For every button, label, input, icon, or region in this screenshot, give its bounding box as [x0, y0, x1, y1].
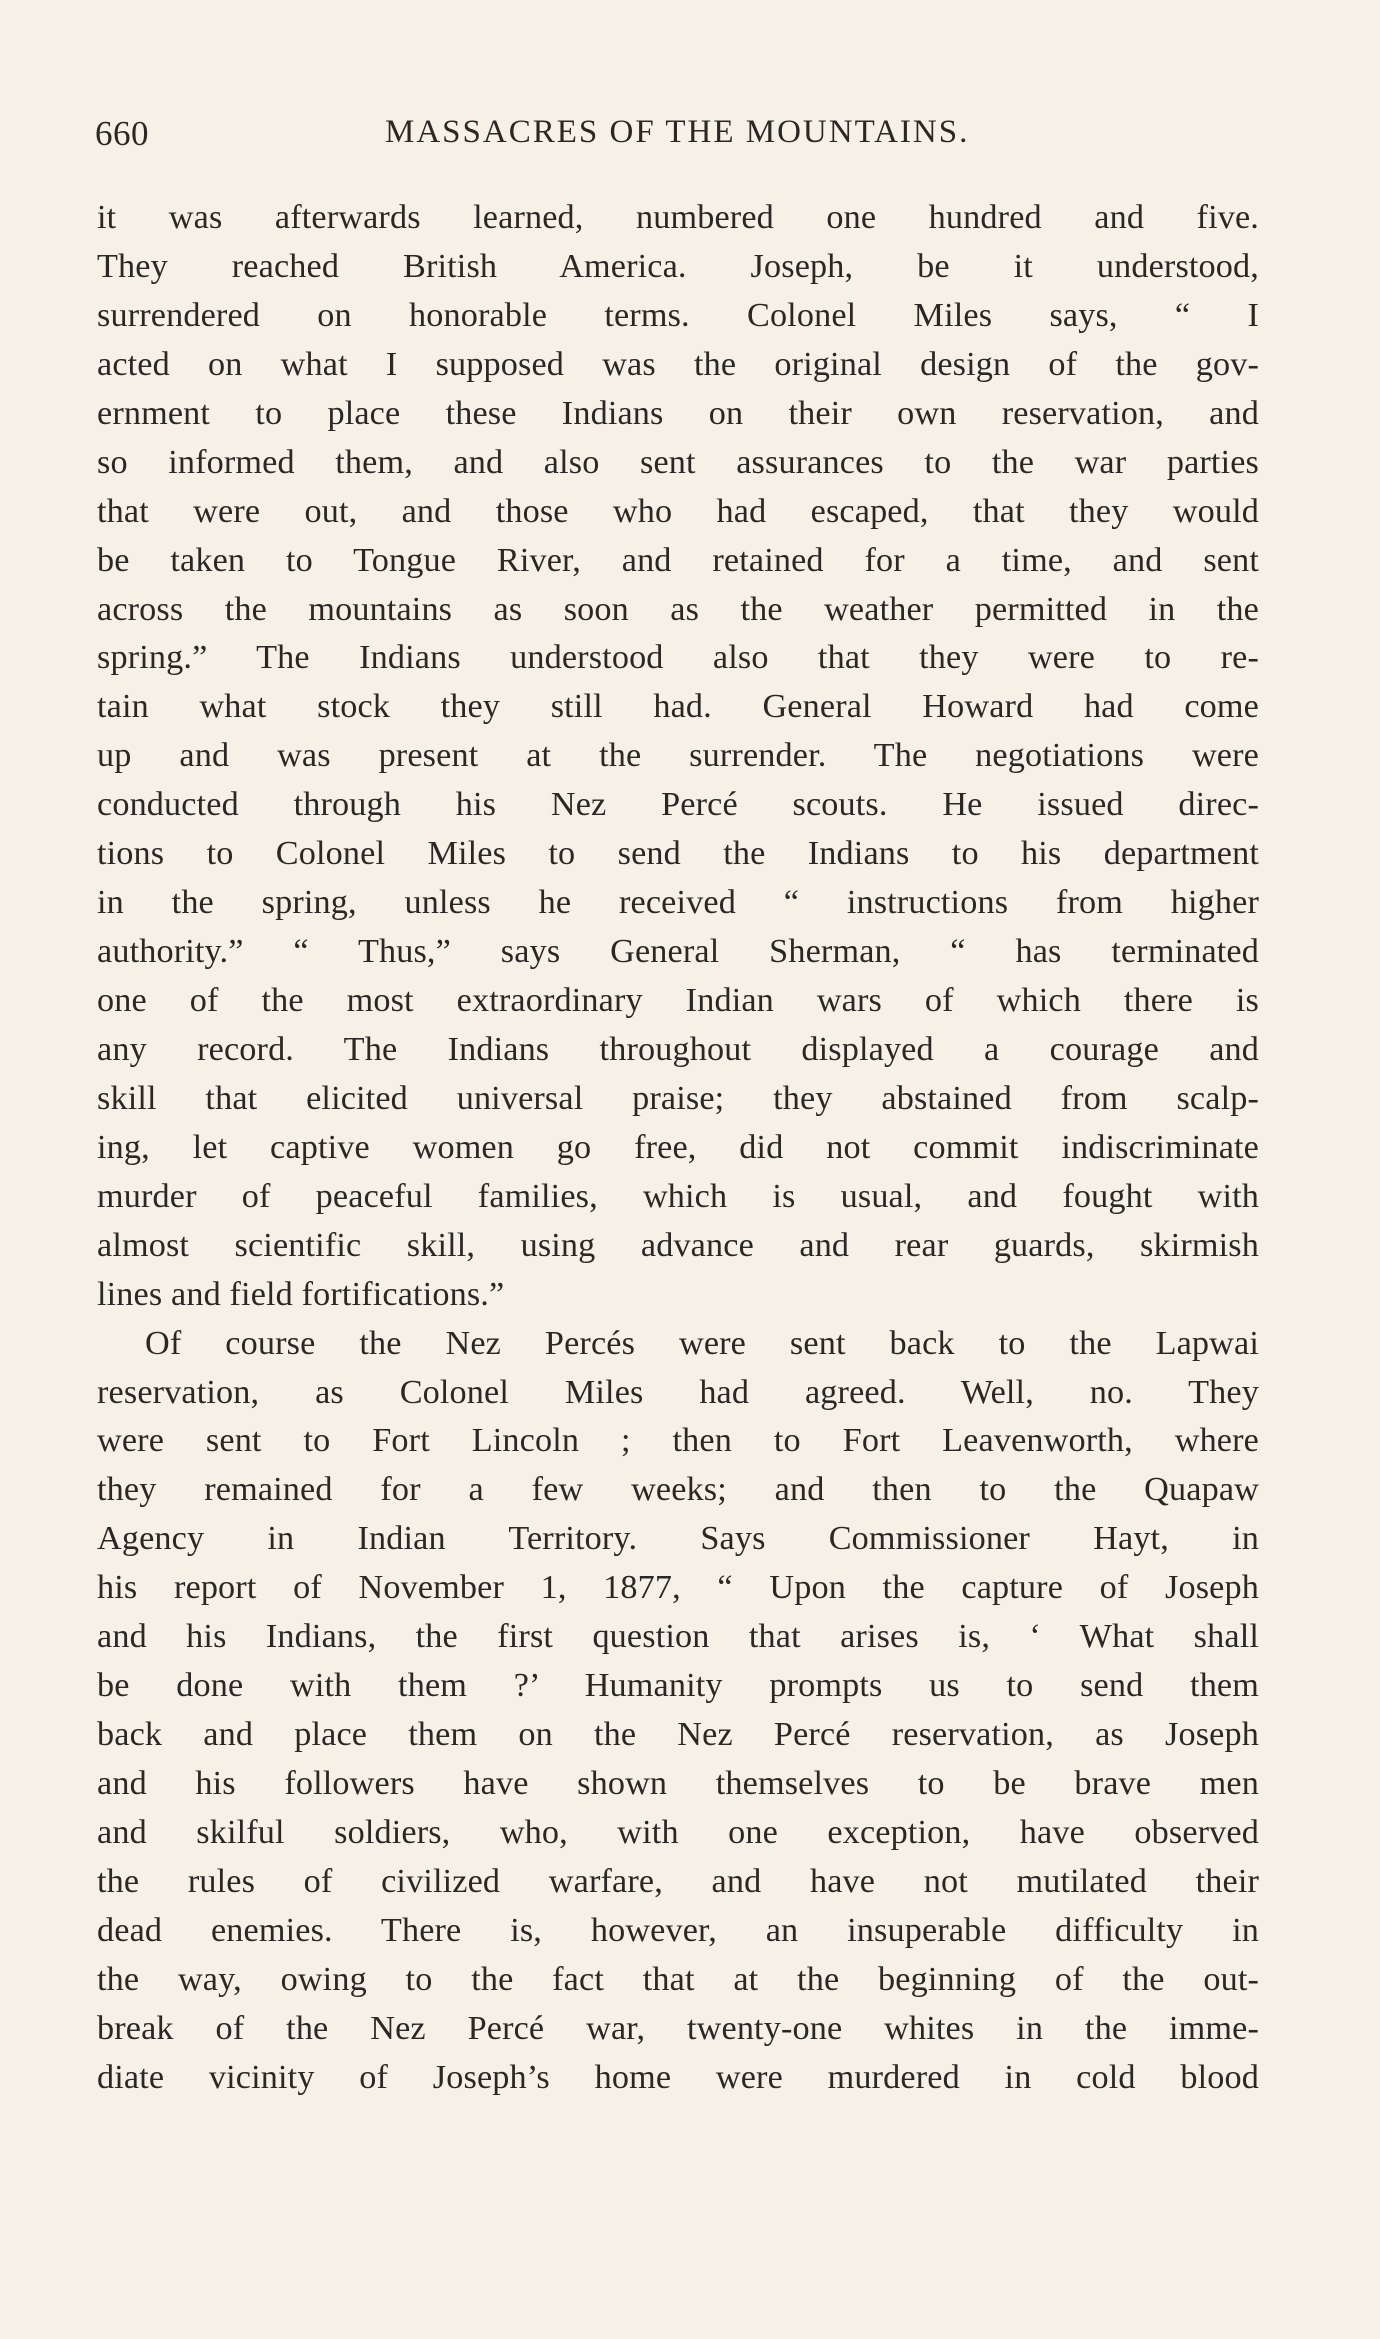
text-line: break of the Nez Percé war, twenty-one whites in the imme-	[97, 2009, 1259, 2047]
text-line: the rules of civilized warfare, and have not mutilated their	[97, 1862, 1259, 1900]
text-line: across the mountains as soon as the weather permitted in the	[97, 590, 1259, 628]
text-line: almost scientific skill, using advance and rear guards, skirmish	[97, 1226, 1259, 1264]
text-line: the way, owing to the fact that at the beginning of the out-	[97, 1960, 1259, 1998]
text-line: and skilful soldiers, who, with one exception, have observed	[97, 1813, 1259, 1851]
text-line: Agency in Indian Territory. Says Commissioner Hayt, in	[97, 1520, 1259, 1558]
text-line: they remained for a few weeks; and then to the Quapaw	[97, 1471, 1259, 1509]
text-line: ernment to place these Indians on their own reservation, and	[97, 394, 1259, 432]
text-line: be done with them ?’ Humanity prompts us to send them	[97, 1667, 1259, 1705]
text-line: and his Indians, the first question that arises is, ‘ What shall	[97, 1618, 1259, 1656]
running-title: MASSACRES OF THE MOUNTAINS.	[385, 114, 970, 150]
text-line: in the spring, unless he received “ instructions from higher	[97, 884, 1259, 922]
body-text	[97, 194, 1259, 2103]
text-line: any record. The Indians throughout displayed a courage and	[97, 1030, 1259, 1068]
text-line: tions to Colonel Miles to send the Indians to his department	[97, 835, 1259, 873]
page-number: 660	[95, 114, 149, 153]
text-line-paragraph-end: lines and field fortifications.”	[97, 1275, 505, 1313]
text-line: surrendered on honorable terms. Colonel Miles says, “ I	[97, 296, 1259, 334]
text-line: his report of November 1, 1877, “ Upon the capture of Joseph	[97, 1569, 1259, 1607]
text-line: that were out, and those who had escaped, that they would	[97, 492, 1259, 530]
text-line: so informed them, and also sent assurances to the war parties	[97, 443, 1259, 481]
text-line: were sent to Fort Lincoln ; then to Fort Leavenworth, where	[97, 1422, 1259, 1460]
text-line: murder of peaceful families, which is usual, and fought with	[97, 1177, 1259, 1215]
text-line: be taken to Tongue River, and retained for a time, and sent	[97, 541, 1259, 579]
text-line: back and place them on the Nez Percé reservation, as Joseph	[97, 1716, 1259, 1754]
text-line: ing, let captive women go free, did not commit indiscriminate	[97, 1128, 1259, 1166]
text-line: up and was present at the surrender. The negotiations were	[97, 737, 1259, 775]
text-line: one of the most extraordinary Indian wars of which there is	[97, 982, 1259, 1019]
text-line: skill that elicited universal praise; they abstained from scalp-	[97, 1079, 1259, 1117]
text-line: dead enemies. There is, however, an insuperable difficulty in	[97, 1911, 1259, 1949]
text-line: authority.” “ Thus,” says General Sherman, “ has terminated	[97, 933, 1259, 971]
text-line: and his followers have shown themselves to be brave men	[97, 1765, 1259, 1802]
text-line: it was afterwards learned, numbered one hundred and five.	[97, 199, 1259, 236]
text-line: spring.” The Indians understood also that they were to re-	[97, 639, 1259, 677]
running-head	[95, 114, 1260, 164]
text-line: conducted through his Nez Percé scouts. He issued direc-	[97, 786, 1259, 824]
text-line: acted on what I supposed was the original design of the gov-	[97, 345, 1259, 383]
text-line-paragraph-start: Of course the Nez Percés were sent back to the Lapwai	[145, 1324, 1259, 1362]
text-line: reservation, as Colonel Miles had agreed. Well, no. They	[97, 1373, 1259, 1411]
text-line: diate vicinity of Joseph’s home were murdered in cold blood	[97, 2058, 1259, 2096]
text-line: tain what stock they still had. General Howard had come	[97, 688, 1259, 726]
text-line: They reached British America. Joseph, be it understood,	[97, 247, 1259, 285]
